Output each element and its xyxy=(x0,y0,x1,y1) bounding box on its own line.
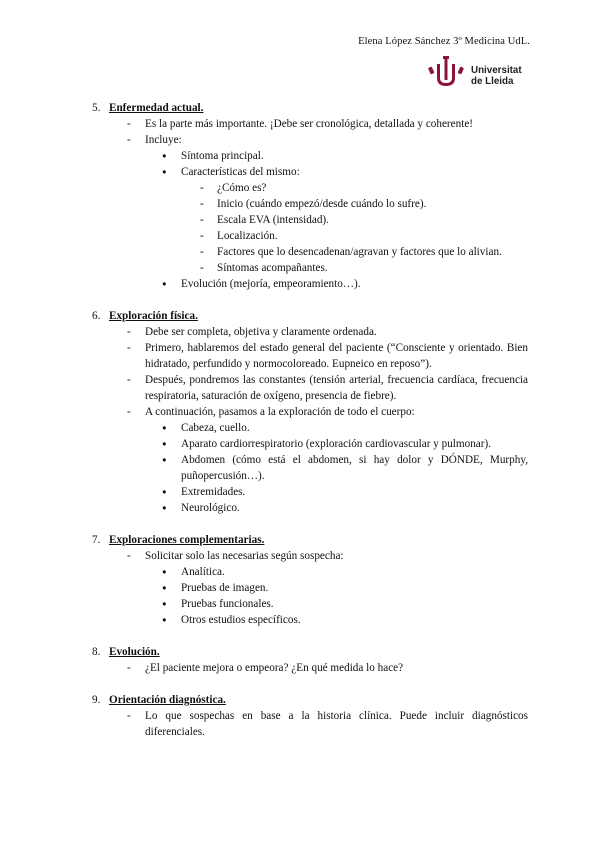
section-exploraciones-complementarias xyxy=(0,532,600,628)
bullet-item: ● Pruebas de imagen. xyxy=(0,580,600,596)
bullet-item: ● Pruebas funcionales. xyxy=(0,596,600,612)
sub-item: - Inicio (cuándo empezó/desde cuándo lo sufre). xyxy=(0,196,600,212)
sub-item: - Síntomas acompañantes. xyxy=(0,260,600,276)
university-name-line2: de Lleida xyxy=(471,76,514,87)
list-item: - Solicitar solo las necesarias según sospecha: xyxy=(0,548,600,564)
list-item: - Después, pondremos las constantes (tensión arterial, frecuencia cardíaca, frecuencia respiratoria, saturación de oxígeno, presencia de fiebre). xyxy=(0,372,600,404)
list-item: - A continuación, pasamos a la exploración de todo el cuerpo: xyxy=(0,404,600,420)
section-title: Enfermedad actual. xyxy=(109,102,204,114)
section-evolucion xyxy=(0,644,600,676)
udl-emblem-icon xyxy=(424,56,468,92)
bullet-item: ● Abdomen (cómo está el abdomen, si hay dolor y DÓNDE, Murphy, puñopercusión…). xyxy=(0,452,600,484)
section-title: Exploraciones complementarias. xyxy=(109,534,265,546)
section-number: 8. xyxy=(92,646,101,658)
sub-item: - Localización. xyxy=(0,228,600,244)
section-number: 7. xyxy=(92,534,101,546)
section-number: 6. xyxy=(92,310,101,322)
bullet-item: ● Neurológico. xyxy=(0,500,600,516)
section-title: Exploración física. xyxy=(109,310,198,322)
bullet-item: ● Síntoma principal. xyxy=(0,148,600,164)
list-item: - Es la parte más importante. ¡Debe ser cronológica, detallada y coherente! xyxy=(0,116,600,132)
university-name-line1: Universitat xyxy=(471,65,522,76)
document-body xyxy=(0,100,600,756)
section-number: 9. xyxy=(92,694,101,706)
sub-item: - ¿Cómo es? xyxy=(0,180,600,196)
list-item: - Primero, hablaremos del estado general del paciente (“Consciente y orientado. Bien hidratado, perfundido y normocoloreado. Eupneico en reposo”). xyxy=(0,340,600,372)
section-exploracion-fisica xyxy=(0,308,600,516)
section-orientacion-diagnostica xyxy=(0,692,600,740)
list-item: - ¿El paciente mejora o empeora? ¿En qué medida lo hace? xyxy=(0,660,600,676)
bullet-item: ● Cabeza, cuello. xyxy=(0,420,600,436)
bullet-item: ● Aparato cardiorrespiratorio (exploración cardiovascular y pulmonar). xyxy=(0,436,600,452)
bullet-item: ● Evolución (mejoría, empeoramiento…). xyxy=(0,276,600,292)
bullet-item: ● Extremidades. xyxy=(0,484,600,500)
bullet-item: ● Otros estudios específicos. xyxy=(0,612,600,628)
sub-item: - Factores que lo desencadenan/agravan y factores que lo alivian. xyxy=(0,244,600,260)
list-item: - Lo que sospechas en base a la historia clínica. Puede incluir diagnósticos diferenciales. xyxy=(0,708,600,740)
list-item: - Incluye: xyxy=(0,132,600,148)
sub-item: - Escala EVA (intensidad). xyxy=(0,212,600,228)
section-number: 5. xyxy=(92,102,101,114)
author-line: Elena López Sánchez 3º Medicina UdL. xyxy=(358,36,530,47)
university-logo xyxy=(424,56,544,92)
section-title: Evolución. xyxy=(109,646,160,658)
bullet-item: ● Características del mismo: xyxy=(0,164,600,180)
bullet-item: ● Analítica. xyxy=(0,564,600,580)
list-item: - Debe ser completa, objetiva y claramente ordenada. xyxy=(0,324,600,340)
section-title: Orientación diagnóstica. xyxy=(109,694,226,706)
section-enfermedad-actual xyxy=(0,100,600,292)
